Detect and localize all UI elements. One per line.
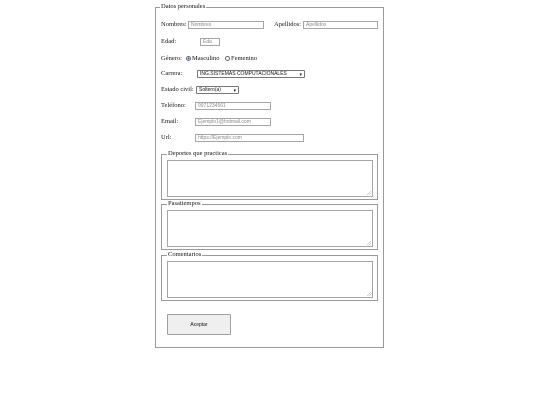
deportes-textarea[interactable] [167, 160, 373, 197]
apellidos-input[interactable]: Apellidos [303, 21, 378, 29]
nombres-label: Nombres: [161, 21, 187, 28]
personal-data-legend: Datos personales [161, 3, 206, 10]
chevron-down-icon: ▾ [233, 88, 236, 94]
url-input[interactable]: https://Ejemplo.com [195, 134, 304, 142]
telefono-input[interactable]: 9971234561 [195, 102, 271, 110]
email-label: Email: [161, 118, 179, 125]
carrera-label: Carrera: [161, 70, 183, 77]
masculino-radio[interactable] [186, 56, 191, 61]
estado-civil-select[interactable] [196, 86, 239, 94]
estado-civil-label: Estado civil: [161, 86, 194, 93]
aceptar-button[interactable]: Aceptar [167, 314, 231, 335]
masculino-label: Masculino [192, 55, 220, 62]
apellidos-label: Apellidos: [274, 21, 302, 28]
edad-label: Edad: [161, 38, 177, 45]
pasatiempos-legend: Pasatiempos [168, 200, 201, 207]
resize-grip-icon[interactable] [367, 292, 371, 296]
telefono-label: Teléfono: [161, 102, 186, 109]
genero-label: Género: [161, 55, 182, 62]
comentarios-textarea[interactable] [167, 261, 373, 298]
edad-input[interactable]: Eda [200, 38, 220, 46]
email-input[interactable]: Ejemplo1@hotmail.com [195, 118, 271, 126]
femenino-radio[interactable] [225, 56, 230, 61]
url-label: Url: [161, 134, 172, 141]
nombres-input[interactable]: Nombres [188, 21, 264, 29]
carrera-value: ING.SISTEMAS COMPUTACIONALES [200, 71, 287, 77]
resize-grip-icon[interactable] [367, 191, 371, 195]
resize-grip-icon[interactable] [367, 241, 371, 245]
comentarios-legend: Comentarios [168, 251, 202, 258]
femenino-label: Femenino [231, 55, 257, 62]
deportes-legend: Deportes que practicas [168, 150, 228, 157]
chevron-down-icon: ▾ [299, 72, 302, 78]
carrera-select[interactable] [197, 70, 305, 78]
estado-civil-value: Soltero(a) [199, 87, 221, 93]
pasatiempos-textarea[interactable] [167, 210, 373, 247]
